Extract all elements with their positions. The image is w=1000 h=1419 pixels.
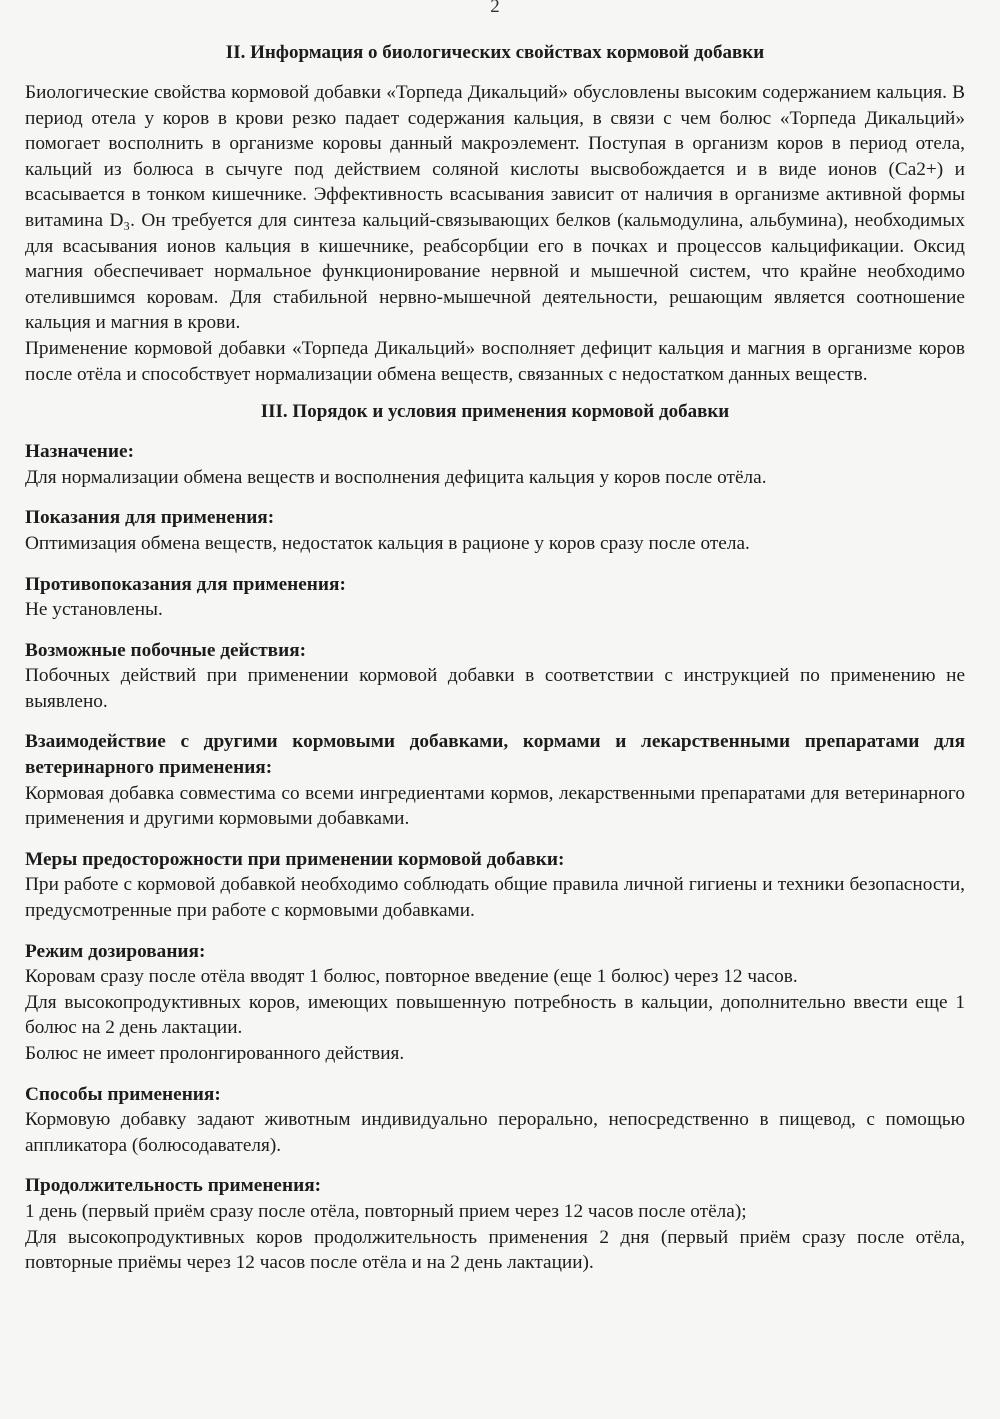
precautions-heading: Меры предосторожности при применении кормовой добавки: [25, 848, 565, 870]
methods-heading: Способы применения: [25, 1083, 221, 1105]
interactions-text: Кормовая добавка совместима со всеми ингредиентами кормов, лекарственными препаратами для ветеринарного применения и другими кормовыми добавками. [25, 782, 965, 830]
contraindications-block [25, 572, 965, 623]
section-2-paragraph-1: Биологические свойства кормовой добавки «Торпеда Дикальций» обусловлены высоким содержанием кальция. В период отела у коров в крови резко падает содержания кальция, в связи с чем болюс «Торпеда Дикальций» помогает восполнить в организме коровы данный макроэлемент. Поступая в организм коров в период отела, кальций из болюса в сычуге под действием соляной кислоты высвобождается и в виде ионов (Ca2+) и всасывается в тонком кишечнике. Эффективность всасывания зависит от наличия в организме активной формы витамина D₃. Он требуется для синтеза кальций-связывающих белков (кальмодулина, альбумина), необходимых для всасывания ионов кальция в кишечнике, реабсорбции его в почках и процессов кальцификации. Оксид магния обеспечивает нормальное функционирование нервной и мышечной систем, что крайне необходимо отелившимся коровам. Для стабильной нервно-мышечной деятельности, решающим является соотношение кальция и магния в крови. [25, 82, 965, 334]
contraindications-heading: Противопоказания для применения: [25, 573, 346, 595]
interactions-block [25, 729, 965, 831]
purpose-heading: Назначение: [25, 441, 134, 463]
interactions-heading: Взаимодействие с другими кормовыми добавками, кормами и лекарственными препаратами для ветеринарного применения: [25, 731, 965, 779]
indications-heading: Показания для применения: [25, 507, 275, 529]
side-effects-heading: Возможные побочные действия: [25, 639, 307, 661]
section-2-title: II. Информация о биологических свойствах кормовой добавки [225, 42, 765, 63]
purpose-block [25, 439, 965, 490]
page-number: 2 [490, 0, 500, 17]
indications-text: Оптимизация обмена веществ, недостаток кальция в рационе у коров сразу после отела. [25, 532, 750, 554]
indications-block [25, 505, 965, 556]
side-effects-text: Побочных действий при применении кормовой добавки в соответствии с инструкцией по применению не выявлено. [25, 665, 965, 712]
duration-line-1: 1 день (первый приём сразу после отёла, повторный прием через 12 часов после отёла); [25, 1200, 747, 1222]
dosage-line-2: Для высокопродуктивных коров, имеющих повышенную потребность в кальции, дополнительно ввести еще 1 болюс на 2 день лактации. [25, 991, 965, 1039]
duration-line-2: Для высокопродуктивных коров продолжительность применения 2 дня (первый приём сразу после отёла, повторные приёмы через 12 часов после отёла и на 2 день лактации). [25, 1226, 965, 1274]
contraindications-text: Не установлены. [25, 599, 163, 621]
methods-text: Кормовую добавку задают животным индивидуально перорально, непосредственно в пищевод, с помощью аппликатора (болюсодавателя). [25, 1109, 965, 1156]
dosage-heading: Режим дозирования: [25, 940, 206, 962]
section-2-paragraph-2: Применение кормовой добавки «Торпеда Дикальций» восполняет дефицит кальция и магния в организме коров после отёла и способствует нормализации обмена веществ, связанных с недостатком данных веществ. [25, 337, 965, 385]
purpose-text: Для нормализации обмена веществ и восполнения дефицита кальция у коров после отёла. [25, 466, 767, 488]
precautions-text: При работе с кормовой добавкой необходимо соблюдать общие правила личной гигиены и техники безопасности, предусмотренные при работе с кормовыми добавками. [25, 874, 965, 922]
duration-heading: Продолжительность применения: [25, 1175, 322, 1197]
dosage-block [25, 939, 965, 1067]
dosage-line-3: Болюс не имеет пролонгированного действия. [25, 1043, 405, 1064]
methods-block [25, 1082, 965, 1159]
section-3-title: III. Порядок и условия применения кормовой добавки [260, 401, 730, 423]
dosage-line-1: Коровам сразу после отёла вводят 1 болюс, повторное введение (еще 1 болюс) через 12 часов. [25, 966, 798, 988]
side-effects-block [25, 638, 965, 715]
precautions-block [25, 847, 965, 924]
duration-block [25, 1173, 965, 1275]
